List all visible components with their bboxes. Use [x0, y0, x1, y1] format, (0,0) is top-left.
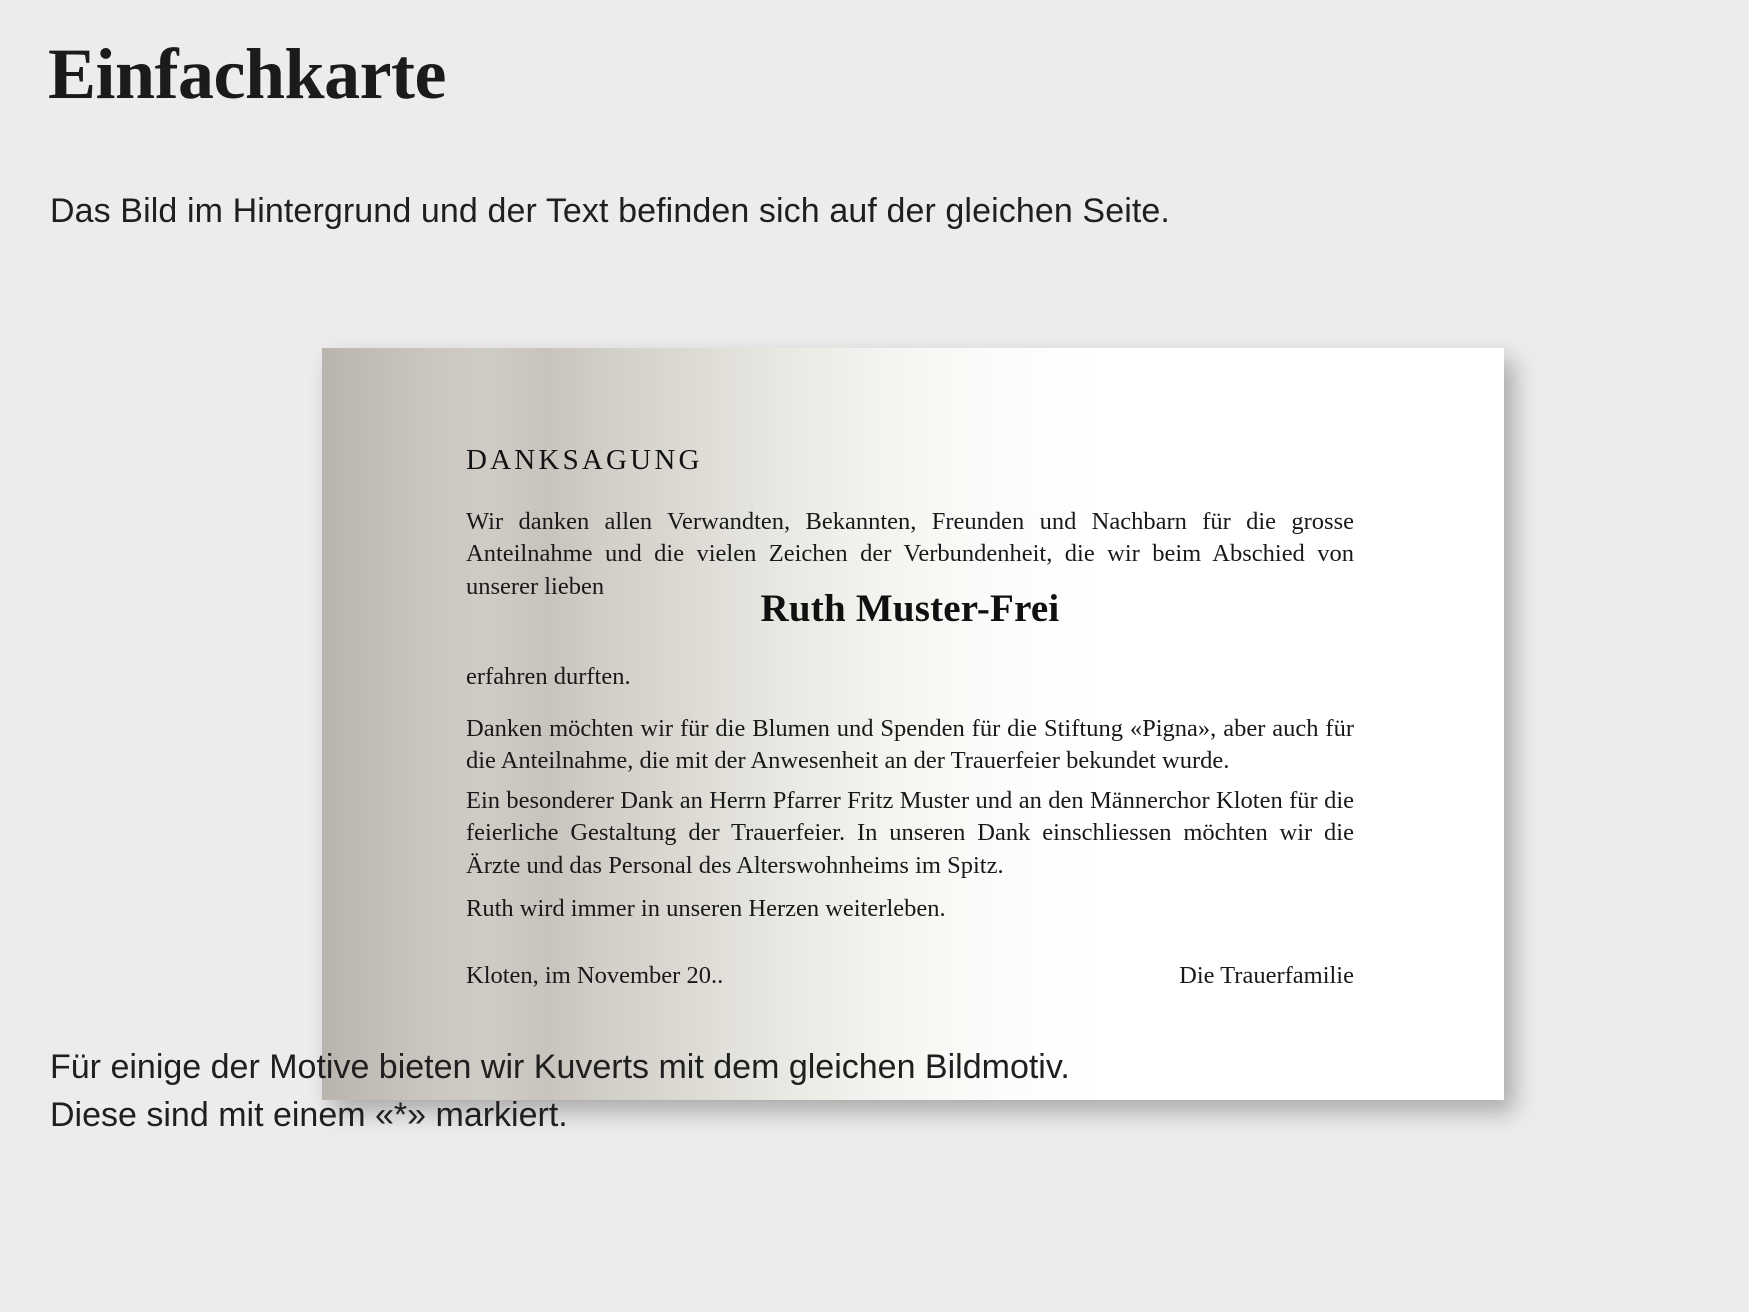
- card-signature: Die Trauerfamilie: [1179, 962, 1354, 989]
- card-paragraph-3: Danken möchten wir für die Blumen und Spenden für die Stiftung «Pigna», aber auch für die Anteilnahme, die mit der Anwesenheit an der Trauerfeier bekundet wurde.: [466, 715, 1354, 775]
- card-paragraph-2: erfahren durften.: [466, 663, 631, 690]
- card-paragraph-5: Ruth wird immer in unseren Herzen weiterleben.: [466, 895, 946, 922]
- card-content: [466, 348, 1444, 1100]
- card-paragraph-1: Wir danken allen Verwandten, Bekannten, Freunden und Nachbarn für die grosse Anteilnahme und die vielen Zeichen der Verbundenheit, die wir beim Abschied von unserer lieben: [466, 508, 1354, 600]
- card-preview: [322, 348, 1504, 1100]
- card-place-date: Kloten, im November 20..: [466, 962, 724, 989]
- page-subtitle: Das Bild im Hintergrund und der Text befinden sich auf der gleichen Seite.: [50, 192, 1170, 230]
- bottom-note-line-2: Diese sind mit einem «*» markiert.: [50, 1096, 568, 1135]
- card-footer: [466, 962, 1354, 990]
- memorial-card: [322, 348, 1504, 1100]
- card-paragraph-4: Ein besonderer Dank an Herrn Pfarrer Fritz Muster und an den Männerchor Kloten für die feierliche Gestaltung der Trauerfeier. In unseren Dank einschliessen möchten wir die Ärzte und das Personal des Alterswohnheims im Spitz.: [466, 787, 1354, 879]
- card-eyebrow: DANKSAGUNG: [466, 444, 703, 476]
- bottom-note-line-1: Für einige der Motive bieten wir Kuverts mit dem gleichen Bildmotiv.: [50, 1048, 1070, 1086]
- bottom-note: [50, 1043, 1070, 1140]
- page-title: Einfachkarte: [48, 34, 446, 114]
- card-name: Ruth Muster-Frei: [760, 587, 1060, 630]
